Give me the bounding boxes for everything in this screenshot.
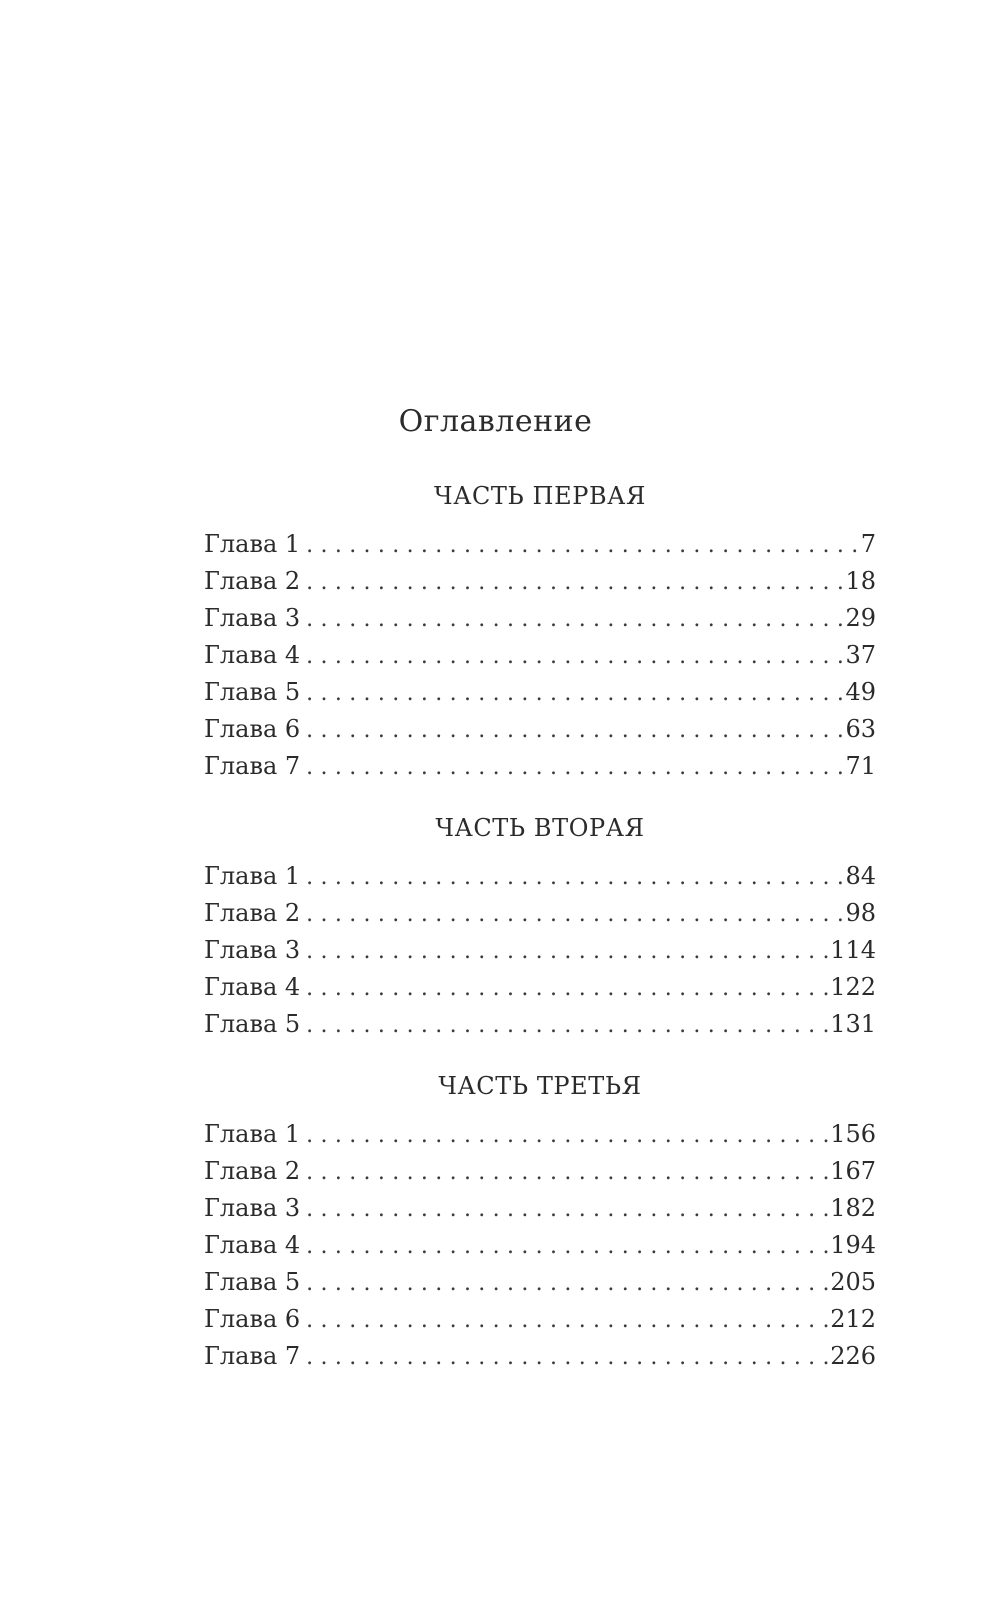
toc-part-second: [204, 812, 876, 1043]
chapter-label: Глава 2: [204, 567, 301, 595]
page-number: 205: [830, 1268, 876, 1296]
dot-leader: [306, 1007, 828, 1044]
chapter-label: Глава 3: [204, 1194, 301, 1222]
toc-part-first: [204, 480, 876, 785]
chapter-label: Глава 6: [204, 1305, 301, 1333]
page-title: Оглавление: [398, 404, 593, 439]
toc-entry: [204, 637, 876, 674]
dot-leader: [306, 1265, 828, 1302]
page-number: 114: [830, 936, 876, 964]
toc-entry: [204, 1301, 876, 1338]
page-number: 194: [830, 1231, 876, 1259]
toc-part-third: [204, 1070, 876, 1375]
chapter-label: Глава 7: [204, 752, 301, 780]
chapter-label: Глава 1: [204, 1120, 301, 1148]
page-number: 84: [845, 862, 876, 890]
toc-entry: [204, 1264, 876, 1301]
chapter-label: Глава 4: [204, 641, 301, 669]
toc-entry: [204, 526, 876, 563]
dot-leader: [306, 527, 859, 564]
page-number: 7: [860, 530, 876, 558]
toc-entry: [204, 748, 876, 785]
dot-leader: [306, 970, 828, 1007]
part-heading: ЧАСТЬ ТРЕТЬЯ: [438, 1072, 642, 1100]
toc-entry: [204, 1006, 876, 1043]
toc-entry: [204, 858, 876, 895]
toc-entry: [204, 1227, 876, 1264]
page-number: 182: [830, 1194, 876, 1222]
toc-entry: [204, 1338, 876, 1375]
chapter-label: Глава 5: [204, 1010, 301, 1038]
page-number: 63: [845, 715, 876, 743]
dot-leader: [306, 896, 843, 933]
page-number: 37: [845, 641, 876, 669]
page-number: 49: [845, 678, 876, 706]
page-number: 29: [845, 604, 876, 632]
dot-leader: [306, 712, 843, 749]
chapter-label: Глава 4: [204, 973, 301, 1001]
dot-leader: [306, 1339, 828, 1376]
chapter-label: Глава 1: [204, 862, 301, 890]
toc-entry: [204, 600, 876, 637]
toc-entry: [204, 1153, 876, 1190]
dot-leader: [306, 1117, 828, 1154]
chapter-label: Глава 7: [204, 1342, 301, 1370]
chapter-label: Глава 1: [204, 530, 301, 558]
dot-leader: [306, 638, 843, 675]
page-number: 226: [830, 1342, 876, 1370]
chapter-label: Глава 3: [204, 936, 301, 964]
chapter-label: Глава 6: [204, 715, 301, 743]
dot-leader: [306, 675, 843, 712]
page-number: 156: [830, 1120, 876, 1148]
page-number: 98: [845, 899, 876, 927]
toc-entry: [204, 674, 876, 711]
chapter-label: Глава 5: [204, 1268, 301, 1296]
page-number: 212: [830, 1305, 876, 1333]
dot-leader: [306, 1228, 828, 1265]
chapter-label: Глава 2: [204, 1157, 301, 1185]
toc-entry: [204, 932, 876, 969]
part-heading: ЧАСТЬ ВТОРАЯ: [435, 814, 645, 842]
chapter-label: Глава 4: [204, 1231, 301, 1259]
toc-entry: [204, 1190, 876, 1227]
dot-leader: [306, 1302, 828, 1339]
page-number: 167: [830, 1157, 876, 1185]
dot-leader: [306, 749, 843, 786]
page-number: 18: [845, 567, 876, 595]
dot-leader: [306, 1191, 828, 1228]
page-number: 122: [830, 973, 876, 1001]
toc-entry: [204, 711, 876, 748]
chapter-label: Глава 2: [204, 899, 301, 927]
page-number: 71: [845, 752, 876, 780]
dot-leader: [306, 859, 843, 896]
dot-leader: [306, 1154, 828, 1191]
dot-leader: [306, 601, 843, 638]
chapter-label: Глава 3: [204, 604, 301, 632]
toc-entry: [204, 1116, 876, 1153]
dot-leader: [306, 933, 828, 970]
part-heading: ЧАСТЬ ПЕРВАЯ: [434, 482, 646, 510]
dot-leader: [306, 564, 843, 601]
page-number: 131: [830, 1010, 876, 1038]
toc-entry: [204, 969, 876, 1006]
toc-entry: [204, 895, 876, 932]
chapter-label: Глава 5: [204, 678, 301, 706]
toc-entry: [204, 563, 876, 600]
